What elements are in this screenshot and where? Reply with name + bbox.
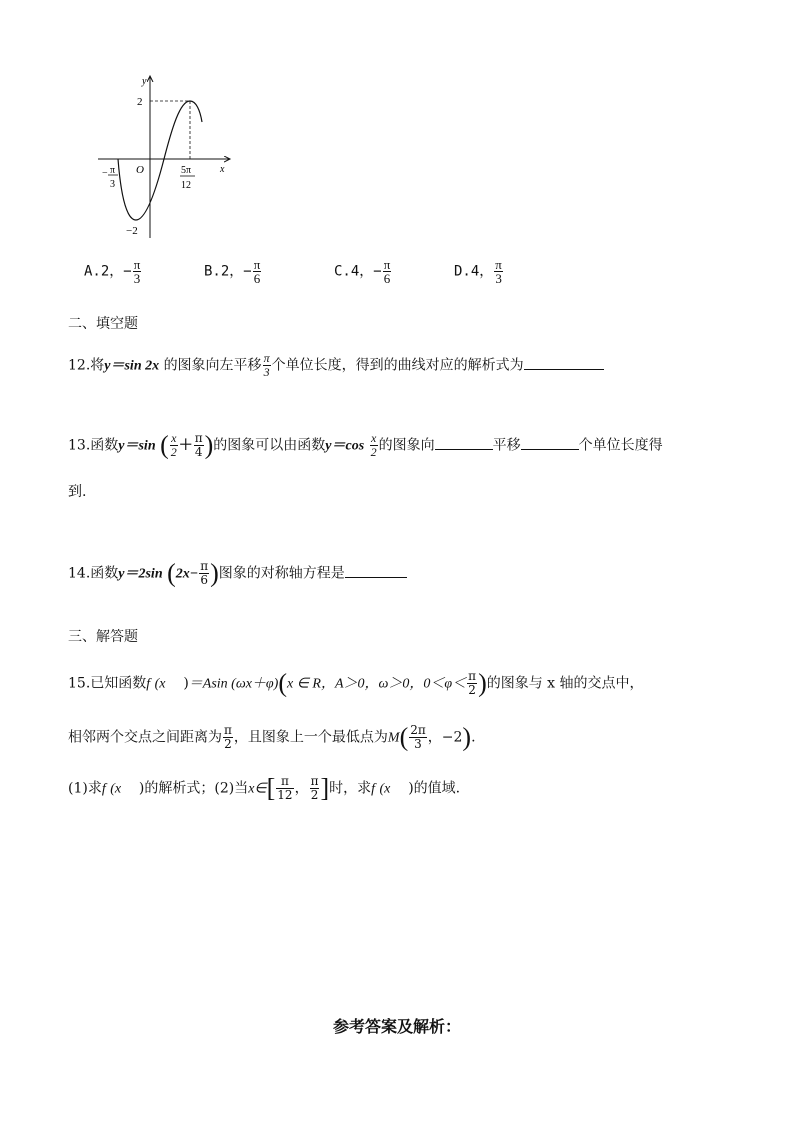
answer-blank-12[interactable] [524, 355, 604, 370]
question-15-line2: 相邻两个交点之间距离为 $\frac{\pi}{2}$ ，且图象上一个最低点为M( $\frac{2\pi}{3}$ ，−2). [68, 722, 476, 752]
x-right-den: 12 [181, 180, 191, 191]
x-left-sign: − [102, 168, 108, 179]
x-left-num: π [110, 165, 116, 176]
question-13-line2: 到. [68, 484, 87, 500]
option-d[interactable]: D.4， $\frac{\pi}{3}$ [454, 257, 502, 286]
answer-blank-13a[interactable] [435, 435, 493, 450]
y-axis-label: y [142, 76, 147, 87]
sine-graph [90, 70, 240, 245]
sine-curve [118, 101, 202, 220]
question-15-parts: (1)求f (x )的解析式；(2)当x∈[ $\frac{\pi}{12}$ ， $\frac{\pi}{2}$ ]时，求f (x )的值域. [68, 773, 461, 803]
question-12: 12.将y＝sin 2x 的图象向左平移 $\frac{\pi}{3}$ 个单位长度，得到的曲线对应的解析式为 [68, 352, 604, 379]
x-axis-label: x [220, 164, 225, 175]
section-heading-answer: 三、解答题 [68, 629, 138, 645]
question-13: 13.函数y＝sin ( $\frac{x}{2}$ ＋ $\frac{\pi}{4}$ )的图象可以由函数y＝cos $\frac{x}{2}$ 的图象向 平移 个单位长度得 [68, 430, 663, 460]
answer-blank-14[interactable] [345, 563, 407, 578]
x-right-num: 5π [181, 165, 192, 176]
x-left-den: 3 [110, 179, 115, 190]
option-b[interactable]: B.2，− $\frac{\pi}{6}$ [204, 257, 261, 286]
y-min-label: −2 [126, 225, 138, 237]
question-14: 14.函数y＝2sin (2x− $\frac{\pi}{6}$ )图象的对称轴方程是 [68, 560, 407, 587]
answer-title: 参考答案及解析： [332, 1017, 461, 1036]
answer-blank-13b[interactable] [521, 435, 579, 450]
section-heading-fill-in: 二、填空题 [68, 316, 138, 332]
option-c[interactable]: C.4，− $\frac{\pi}{6}$ [334, 257, 391, 286]
question-15: 15.已知函数f (x )＝Asin (ωx＋φ)(x ∈ R，A＞0，ω＞0，0＜φ＜ $\frac{\pi}{2}$ )的图象与 x 轴的交点中， [68, 668, 644, 698]
y-max-label: 2 [137, 96, 143, 108]
origin-label: O [136, 164, 144, 176]
option-a[interactable]: A.2，− $\frac{\pi}{3}$ [84, 257, 141, 286]
